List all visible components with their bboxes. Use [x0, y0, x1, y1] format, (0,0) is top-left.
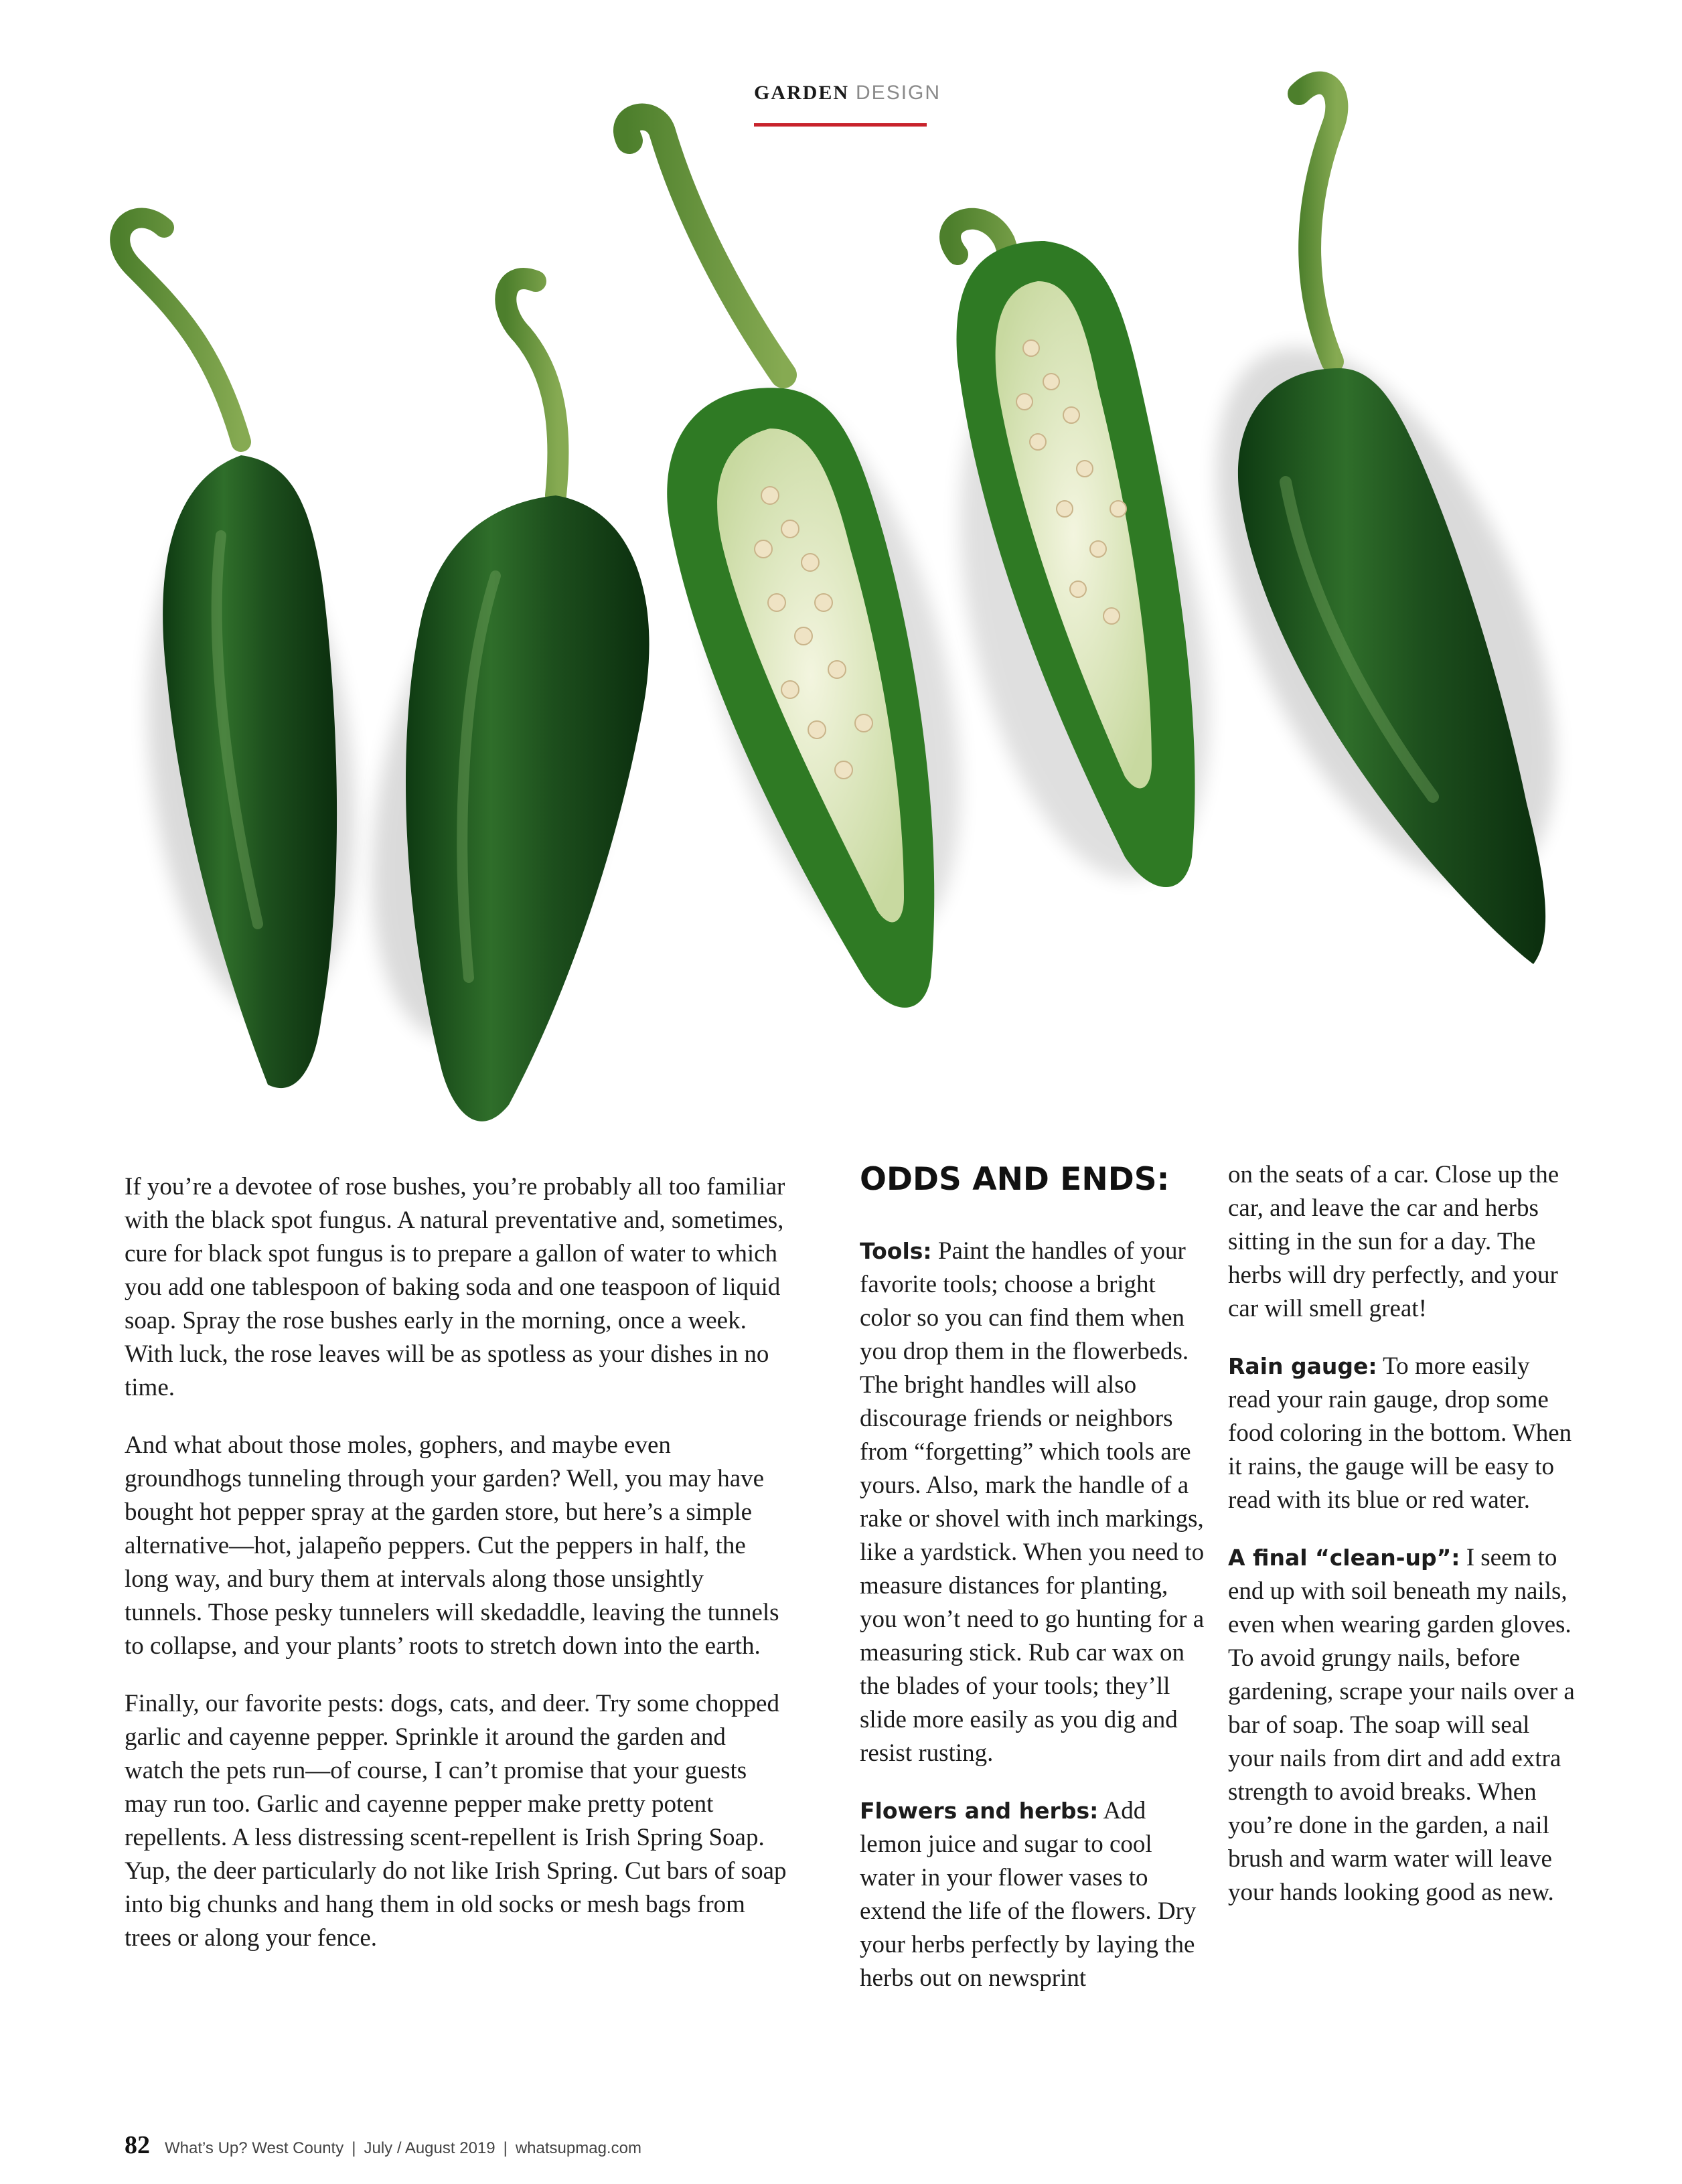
magazine-name: What’s Up? West County — [165, 2139, 344, 2157]
issue-date: July / August 2019 — [364, 2139, 495, 2157]
jalapeno-photo — [94, 67, 1634, 1152]
tip-rain-lead: Rain gauge: — [1228, 1353, 1377, 1379]
whole-pepper-1 — [120, 218, 378, 1088]
tip-rain-text: To more easily read your rain gauge, drop some food coloring in the bottom. When it rains, the gauge will be easy to read with its blue or red water. — [1228, 1352, 1572, 1514]
website-link[interactable]: whatsupmag.com — [515, 2139, 641, 2157]
left-column — [125, 1170, 787, 1979]
tip-tools-lead: Tools: — [860, 1238, 932, 1264]
section-label-light: DESIGN — [856, 82, 941, 104]
halved-pepper-2 — [918, 219, 1252, 902]
paragraph-pests: Finally, our favorite pests: dogs, cats, and deer. Try some chopped garlic and cayenne pepper. Sprinkle it around the garden and watch the pets run—of course, I can’t promise that your guests may run too. Garlic and cayenne pepper make pretty potent repellents. A less distressing scent-repellent is Irish Spring Soap. Yup, the deer particularly do not like Irish Spring. Cut bars of soap into big chunks and hang them in old socks or mesh bags from trees or along your fence. — [125, 1690, 787, 1952]
tip-cleanup-lead: A final “clean-up”: — [1228, 1545, 1460, 1571]
paragraph-moles: And what about those moles, gophers, and maybe even groundhogs tunneling through your garden? Well, you may have bought hot pepper spray at the garden store, but here’s a simple alternative—hot, jalapeño peppers. Cut the peppers in half, the long way, and bury them at intervals along those unsightly tunnels. Those pesky tunnelers will skedaddle, leaving the tunnels to collapse, and your plants’ roots to stretch down into the earth. — [125, 1431, 779, 1660]
page-number: 82 — [125, 2131, 150, 2159]
tip-tools — [860, 1235, 1208, 1770]
footer-separator: | — [503, 2139, 508, 2157]
whole-pepper-3 — [1146, 83, 1625, 964]
tip-cleanup-text: I seem to end up with soil beneath my nails, even when wearing garden gloves. To avoid grungy nails, before gardening, scrape your nails over a bar of soap. The soap will seal your nails from dirt and add extra strength to avoid breaks. When you’re done in the garden, a nail brush and warm water will leave your hands looking good as new. — [1228, 1544, 1575, 1906]
tip-flowers-continued: on the seats of a car. Close up the car, and leave the car and herbs sitting in the sun for a day. The herbs will dry perfectly, and your car will smell great! — [1228, 1161, 1559, 1322]
middle-column — [860, 1160, 1208, 2019]
footer-separator: | — [352, 2139, 356, 2157]
tip-flowers — [860, 1794, 1208, 1995]
tip-rain-gauge — [1228, 1350, 1576, 1517]
tip-clean-up — [1228, 1541, 1576, 1909]
tip-tools-text: Paint the handles of your favorite tools; choose a bright color so you can find them when you drop them in the flowerbeds. The bright handles will also discourage friends or neighbors from “forgetting” which tools are yours. Also, mark the handle of a rake or shovel with inch markings, like a yardstick. When you need to measure distances for planting, you won’t need to go hunting for a measuring stick. Rub car wax on the blades of your tools; they’ll slide more easily as you dig and resist rusting. — [860, 1237, 1205, 1767]
odds-and-ends-heading: ODDS AND ENDS: — [860, 1161, 1170, 1198]
right-column — [1228, 1158, 1576, 1934]
page-footer — [125, 2130, 928, 2164]
tip-flowers-lead: Flowers and herbs: — [860, 1798, 1099, 1824]
paragraph-rose-bushes: If you’re a devotee of rose bushes, you’re probably all too familiar with the black spot fungus. A natural preventative and, sometimes, cure for black spot fungus is to prepare a gallon of water to which you add one tablespoon of baking soda and one teaspoon of liquid soap. Spray the rose bushes early in the morning, once a week. With luck, the rose leaves will be as spotless as your dishes in no time. — [125, 1173, 785, 1401]
whole-pepper-2 — [331, 279, 660, 1121]
section-label-strong: GARDEN — [754, 82, 850, 104]
tip-flowers-text: Add lemon juice and sugar to cool water in your flower vases to extend the life of the flowers. Dry your herbs perfectly by laying the herbs out on newsprint — [860, 1797, 1197, 1992]
